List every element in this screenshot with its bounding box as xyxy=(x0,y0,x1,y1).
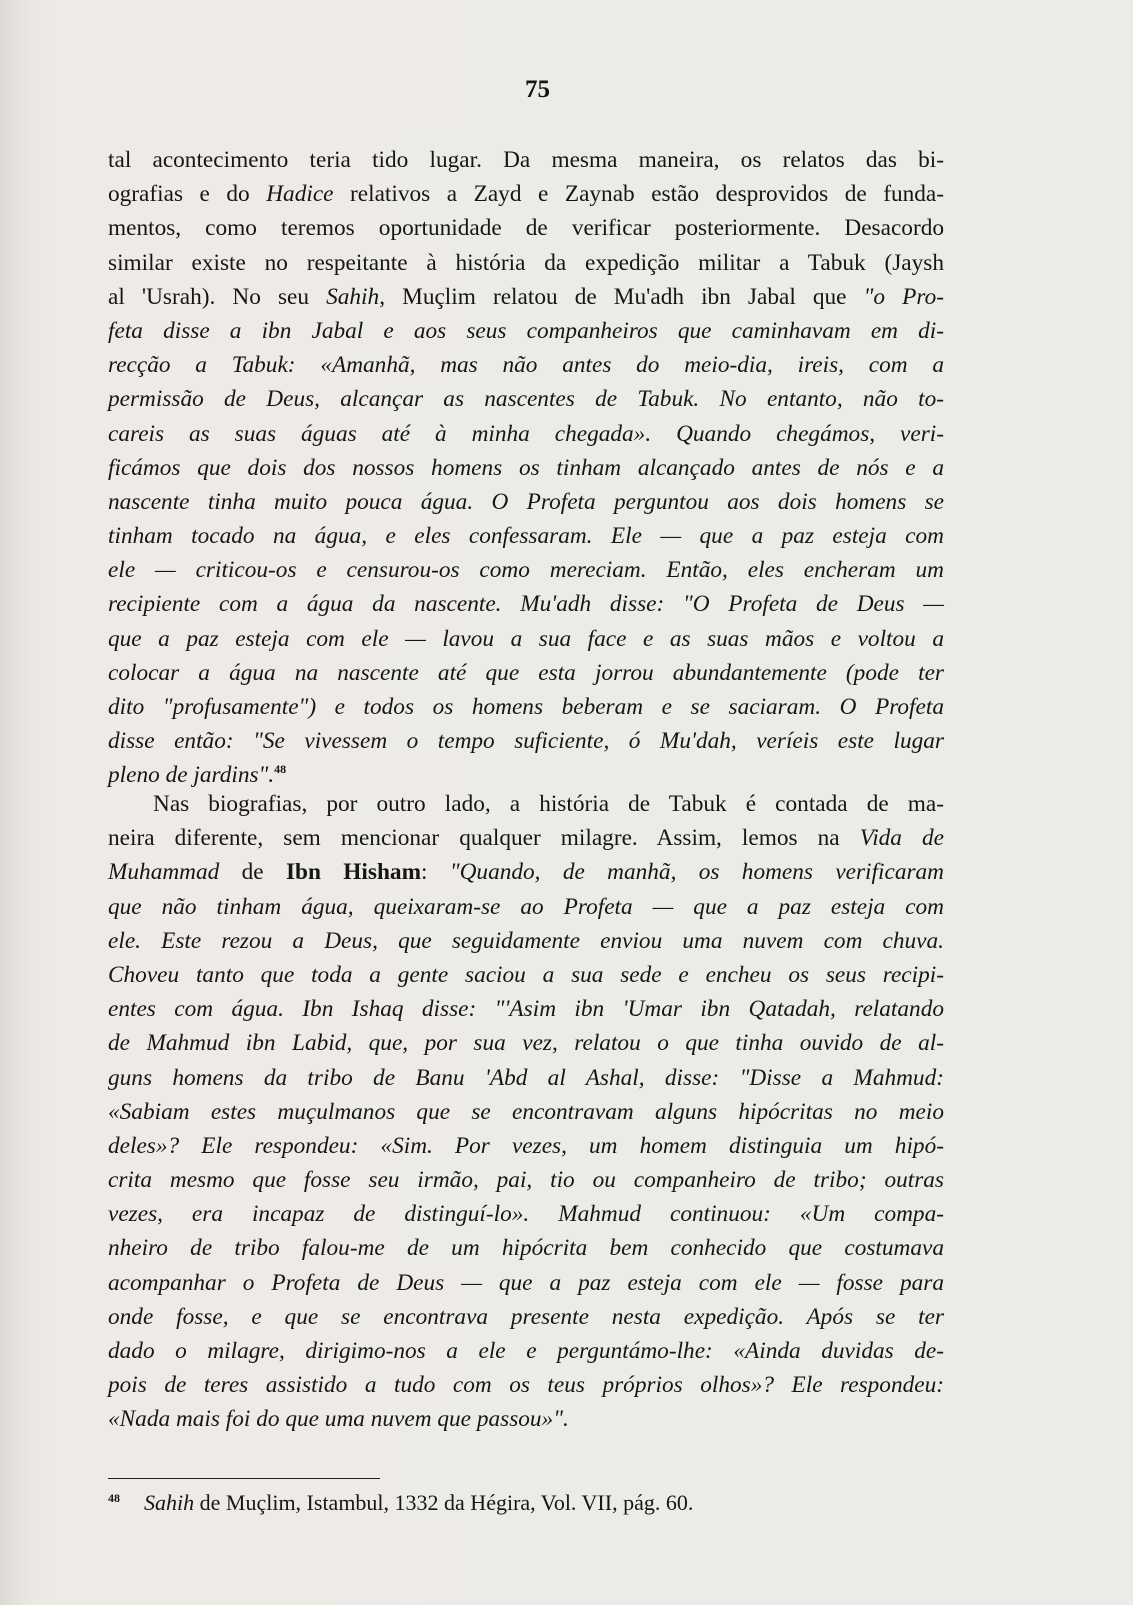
text-segment: guns homens da tribo de Banu 'Abd al Ashal, disse: "Disse a Mahmud: xyxy=(108,1064,944,1091)
text-segment: «Nada mais foi do que uma nuvem que passou»". xyxy=(108,1406,569,1433)
text-line xyxy=(108,246,944,280)
text-segment: colocar a água na nascente até que esta jorrou abundantemente (pode ter xyxy=(108,659,944,686)
text-line xyxy=(108,143,944,177)
text-line xyxy=(108,924,944,958)
text-line xyxy=(108,211,944,245)
text-segment: ografias e do xyxy=(108,181,267,208)
text-line xyxy=(108,1095,944,1129)
text-line xyxy=(108,821,944,855)
text-segment: recção a Tabuk: «Amanhã, mas não antes do meio-dia, ireis, com a xyxy=(108,352,944,379)
text-line xyxy=(108,1266,944,1300)
text-line xyxy=(108,485,944,519)
text-segment: al 'Usrah). No seu xyxy=(108,283,327,310)
text-line xyxy=(108,622,944,656)
text-segment: tinham tocado na água, e eles confessaram. Ele — que a paz esteja com xyxy=(108,523,944,550)
text-segment: dito "profusamente") e todos os homens beberam e se saciaram. O Profeta xyxy=(108,694,944,720)
text-segment: onde fosse, e que se encontrava presente nesta expedição. Após se ter xyxy=(108,1303,944,1330)
text-segment: careis as suas águas até à minha chegada». Quando chegámos, veri- xyxy=(108,420,944,447)
text-segment: crita mesmo que fosse seu irmão, pai, tio ou companheiro de tribo; outras xyxy=(108,1167,944,1194)
text-line xyxy=(108,958,944,992)
text-segment: tal acontecimento teria tido lugar. Da mesma maneira, os relatos das bi- xyxy=(108,147,944,173)
text-line xyxy=(108,1061,944,1095)
text-segment: nheiro de tribo falou-me de um hipócrita bem conhecido que costumava xyxy=(108,1235,944,1262)
text-line xyxy=(108,382,944,416)
text-line xyxy=(108,1163,944,1197)
text-line xyxy=(108,451,944,485)
text-segment: Muhammad xyxy=(108,859,220,886)
text-segment: vezes, era incapaz de distinguí-lo». Mahmud continuou: «Um compa- xyxy=(108,1201,944,1228)
text-segment: deles»? Ele respondeu: «Sim. Por vezes, um homem distinguia um hipó- xyxy=(108,1132,944,1159)
footnote-text: de Muçlim, Istambul, 1332 da Hégira, Vol. VII, pág. 60. xyxy=(194,1490,694,1515)
text-line xyxy=(108,1026,944,1060)
text-segment: Nas biografias, por outro lado, a história de Tabuk é contada de ma- xyxy=(153,791,944,817)
text-segment: disse então: "Se vivessem o tempo suficiente, ó Mu'dah, veríeis este lugar xyxy=(108,728,944,755)
footnote-marker: 48 xyxy=(108,1490,120,1505)
footnote xyxy=(108,1490,693,1516)
text-line xyxy=(108,656,944,690)
text-line xyxy=(108,1129,944,1163)
text-segment: que a paz esteja com ele — lavou a sua face e as suas mãos e voltou a xyxy=(108,625,944,652)
text-line xyxy=(108,314,944,348)
text-segment: similar existe no respeitante à história da expedição militar a Tabuk (Jaysh xyxy=(108,249,944,276)
text-segment: Vida de xyxy=(859,825,944,852)
text-line xyxy=(108,1231,944,1265)
text-line xyxy=(108,348,944,382)
text-segment: recipiente com a água da nascente. Mu'adh disse: "O Profeta de Deus — xyxy=(108,591,944,618)
text-segment: permissão de Deus, alcançar as nascentes de Tabuk. No entanto, não to- xyxy=(108,386,944,413)
paragraph-2 xyxy=(108,787,944,1437)
text-segment: acompanhar o Profeta de Deus — que a paz esteja com ele — fosse para xyxy=(108,1269,944,1296)
text-segment: Ibn Hisham xyxy=(285,859,421,886)
text-line xyxy=(108,280,944,314)
text-line xyxy=(108,690,944,724)
text-segment: "o Pro- xyxy=(863,283,944,310)
text-line xyxy=(108,1368,944,1402)
text-line xyxy=(108,1334,944,1368)
text-segment: Sahih xyxy=(326,283,380,310)
text-segment: de Mahmud ibn Labid, que, por sua vez, relatou o que tinha ouvido de al- xyxy=(108,1030,944,1057)
text-segment: «Sabiam estes muçulmanos que se encontravam alguns hipócritas no meio xyxy=(108,1098,944,1125)
text-line xyxy=(108,417,944,451)
text-segment: 48 xyxy=(274,762,287,777)
text-line xyxy=(108,553,944,587)
text-segment: Hadice xyxy=(266,181,334,208)
text-segment: Choveu tanto que toda a gente saciou a sua sede e encheu os seus recipi- xyxy=(108,961,944,988)
text-line xyxy=(108,1197,944,1231)
text-line xyxy=(108,724,944,758)
text-line xyxy=(108,1402,944,1436)
text-segment: de xyxy=(219,859,286,886)
text-segment: ele — criticou-os e censurou-os como mereciam. Então, eles encheram um xyxy=(108,557,944,584)
text-segment: pois de teres assistido a tudo com os teus próprios olhos»? Ele respondeu: xyxy=(108,1372,944,1399)
text-segment: "Quando, de manhã, os homens verificaram xyxy=(449,859,945,886)
text-segment: : xyxy=(420,859,450,886)
text-segment: nascente tinha muito pouca água. O Profeta perguntou aos dois homens se xyxy=(108,488,944,515)
text-segment: ficámos que dois dos nossos homens os tinham alcançado antes de nós e a xyxy=(108,454,944,481)
text-segment: relativos a Zayd e Zaynab estão desprovidos de funda- xyxy=(333,181,944,208)
page-number: 75 xyxy=(525,76,550,103)
text-line xyxy=(108,855,944,889)
text-line xyxy=(108,1300,944,1334)
text-segment: feta disse a ibn Jabal e aos seus companheiros que caminhavam em di- xyxy=(108,317,944,344)
footnote-source-title: Sahih xyxy=(144,1490,195,1515)
text-segment: mentos, como teremos oportunidade de verificar posteriormente. Desacordo xyxy=(108,215,944,242)
text-segment: neira diferente, sem mencionar qualquer milagre. Assim, lemos na xyxy=(108,825,860,852)
text-segment: dado o milagre, dirigimo-nos a ele e perguntámo-lhe: «Ainda duvidas de- xyxy=(108,1338,944,1364)
text-line xyxy=(108,587,944,621)
paragraph-1 xyxy=(108,143,944,793)
text-line xyxy=(108,890,944,924)
text-segment: que não tinham água, queixaram-se ao Profeta — que a paz esteja com xyxy=(108,893,944,920)
text-line xyxy=(108,992,944,1026)
text-segment: entes com água. Ibn Ishaq disse: "'Asim ibn 'Umar ibn Qatadah, relatando xyxy=(108,996,944,1023)
text-segment: pleno de jardins". xyxy=(108,762,275,789)
text-segment: , Muçlim relatou de Mu'adh ibn Jabal que xyxy=(379,283,864,310)
text-line xyxy=(108,519,944,553)
text-segment: ele. Este rezou a Deus, que seguidamente enviou uma nuvem com chuva. xyxy=(108,927,944,954)
text-line xyxy=(108,177,944,211)
text-line xyxy=(108,787,944,821)
footnote-separator xyxy=(108,1478,380,1479)
